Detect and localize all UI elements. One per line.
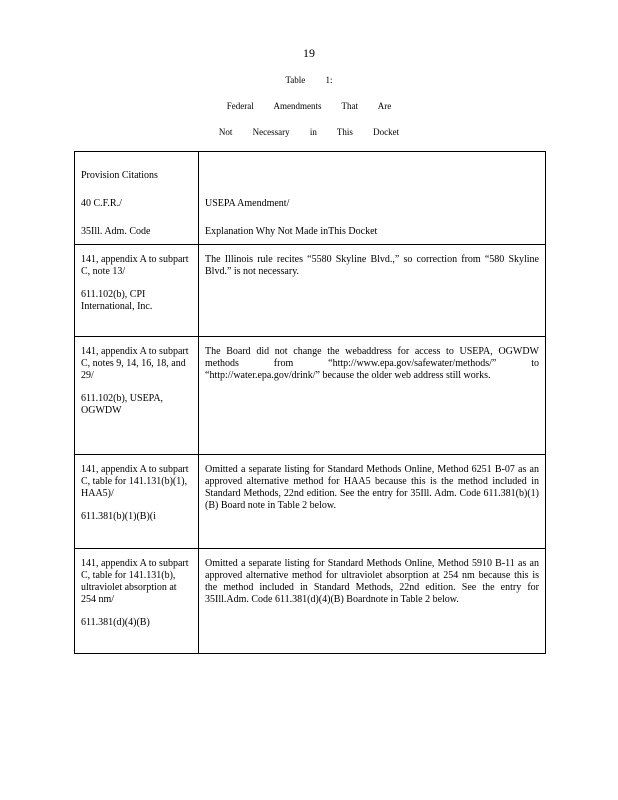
explanation-cell: [199, 337, 546, 455]
header-usepa-amendment: [199, 152, 546, 245]
explanation-cell: [199, 245, 546, 337]
table-row: [75, 549, 546, 654]
page-number: 19: [303, 46, 315, 60]
provision-cell: [75, 549, 199, 654]
state-citation: 611.381(b)(1)(B)(i: [81, 511, 156, 522]
table-caption-line-2: Federal Amendments That Are: [226, 101, 392, 111]
federal-citation: 141, appendix A to subpart C, table for 141.131(b), ultraviolet absorption at 254 nm/: [81, 558, 189, 605]
state-citation: 611.381(d)(4)(B): [81, 617, 150, 628]
provision-cell: [75, 337, 199, 455]
explanation-text: The Board did not change the webaddress for access to USEPA, OGWDW methods from “http://www.epa.gov/safewater/methods/” to “http://water.epa.gov/drink/” because the older web address still works.: [205, 346, 539, 381]
explanation-text: Omitted a separate listing for Standard Methods Online, Method 5910 B-11 as an approved alternative method for ultraviolet absorption at 254 nm because this is the method included in Standard Methods, 22nd edition. See the entry for 35Ill.Adm. Code 611.381(d)(4)(B) Boardnote in Table 2 below.: [205, 558, 539, 605]
provision-cell: [75, 245, 199, 337]
provision-cell: [75, 455, 199, 549]
header-right-line-2: Explanation Why Not Made inThis Docket: [205, 226, 378, 237]
state-citation: 611.102(b), USEPA, OGWDW: [81, 393, 164, 416]
header-left-line-1: Provision Citations: [81, 170, 158, 181]
explanation-text: Omitted a separate listing for Standard Methods Online, Method 6251 B-07 as an approved alternative method for HAA5 because this is the method included in Standard Methods, 22nd edition. See the entry for 35Ill. Adm. Code 611.381(b)(1)(B) Board note in Table 2 below.: [205, 464, 539, 511]
table-row: [75, 455, 546, 549]
explanation-cell: [199, 549, 546, 654]
federal-citation: 141, appendix A to subpart C, table for 141.131(b)(1), HAA5)/: [81, 464, 189, 499]
table-row: [75, 245, 546, 337]
explanation-text: The Illinois rule recites “5580 Skyline Blvd.,” so correction from “580 Skyline Blvd.” is not necessary.: [205, 254, 539, 277]
table-caption-line-1: Table 1:: [285, 75, 333, 85]
state-citation: 611.102(b), CPI International, Inc.: [81, 289, 153, 312]
header-left-line-2: 40 C.F.R./: [81, 198, 122, 209]
federal-citation: 141, appendix A to subpart C, notes 9, 14, 16, 18, and 29/: [81, 346, 189, 381]
federal-citation: 141, appendix A to subpart C, note 13/: [81, 254, 189, 277]
amendments-table: [74, 151, 546, 654]
header-right-line-1: USEPA Amendment/: [205, 198, 290, 209]
explanation-cell: [199, 455, 546, 549]
table-header-row: [75, 152, 546, 245]
table-caption-line-3: Not Necessary in This Docket: [218, 127, 400, 137]
header-provision-citations: [75, 152, 199, 245]
header-left-line-3: 35Ill. Adm. Code: [81, 226, 151, 237]
table-row: [75, 337, 546, 455]
